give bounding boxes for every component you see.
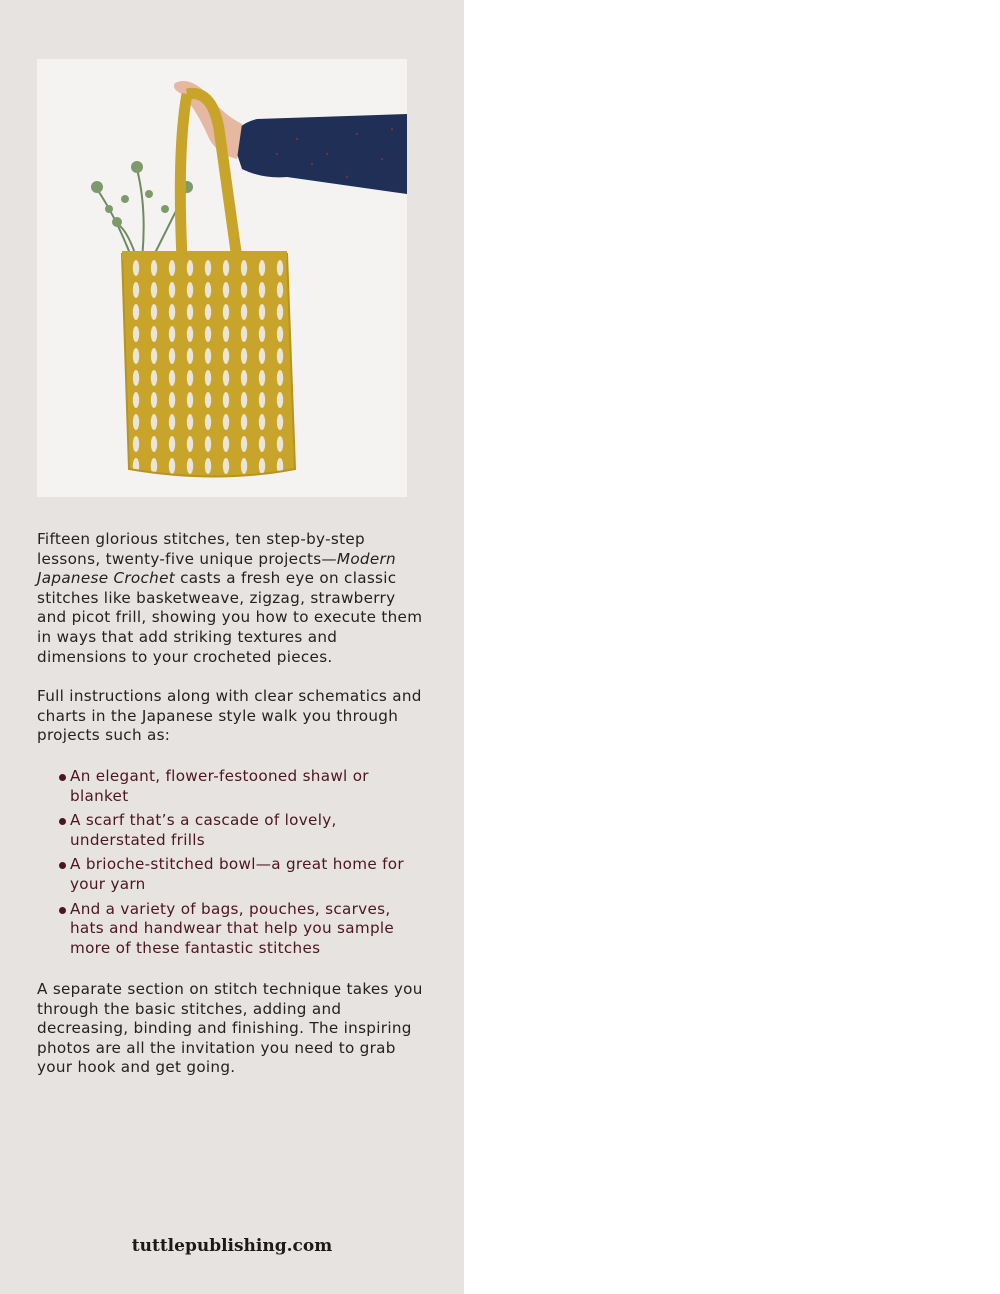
crochet-mesh-bag-icon bbox=[37, 59, 407, 497]
back-cover-panel bbox=[0, 0, 464, 1294]
list-item-text: And a variety of bags, pouches, scarves, hats and handwear that help you sample more of these fantastic stitches bbox=[70, 899, 395, 957]
list-item-text: A brioche-stitched bowl—a great home for your yarn bbox=[70, 855, 404, 893]
intro-rest-text: casts a fresh eye on classic stitches like basketweave, zigzag, strawberry and picot frill, showing you how to execute them in ways that add striking textures and dimensions to your crocheted pieces. bbox=[37, 569, 423, 666]
publisher-website[interactable]: tuttlepublishing.com bbox=[131, 1236, 333, 1256]
list-item-text: A scarf that’s a cascade of lovely, understated frills bbox=[70, 811, 337, 849]
bullet-icon bbox=[59, 818, 66, 825]
technique-paragraph: A separate section on stitch technique takes you through the basic stitches, adding and decreasing, binding and finishing. The inspiring photos are all the invitation you need to grab your hook and get going. bbox=[37, 980, 423, 1077]
list-item bbox=[37, 811, 417, 850]
project-list bbox=[37, 767, 417, 963]
crochet-bag-photo bbox=[37, 59, 407, 497]
bullet-icon bbox=[59, 907, 66, 914]
instructions-paragraph: Full instructions along with clear schematics and charts in the Japanese style walk you through projects such as: bbox=[37, 687, 422, 745]
list-item bbox=[37, 855, 417, 894]
bullet-icon bbox=[59, 862, 66, 869]
bullet-icon bbox=[59, 774, 66, 781]
intro-paragraph bbox=[37, 530, 427, 667]
list-item bbox=[37, 900, 417, 959]
book-title: Modern Japanese Crochet bbox=[37, 549, 396, 588]
list-item bbox=[37, 767, 417, 806]
intro-lead-text: Fifteen glorious stitches, ten step-by-step lessons, twenty-five unique projects— bbox=[37, 530, 365, 568]
list-item-text: An elegant, flower-festooned shawl or blanket bbox=[70, 767, 369, 805]
